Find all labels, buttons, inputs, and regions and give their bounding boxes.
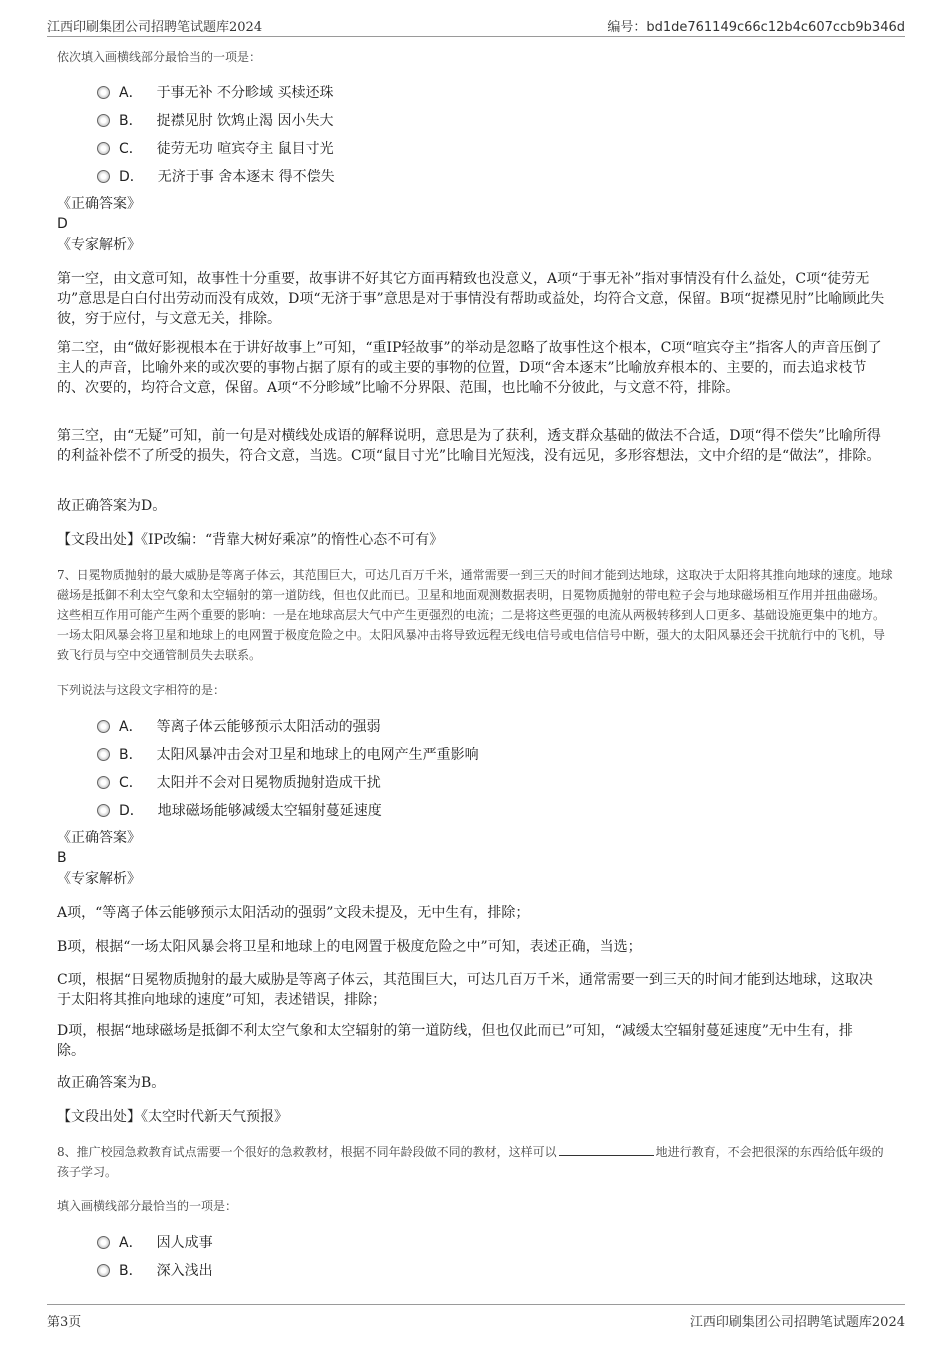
radio-icon[interactable]	[97, 1236, 110, 1249]
header-code	[607, 16, 905, 35]
radio-icon[interactable]	[97, 86, 110, 99]
option-text: 无济于事 舍本逐末 得不偿失	[157, 169, 335, 185]
option-letter: C．	[119, 775, 143, 791]
answer-blank	[559, 1143, 654, 1156]
q7-analysis-2: B项，根据“一场太阳风暴会将卫星和地球上的电网置于极度危险之中”可知，表述正确，当选；	[57, 939, 642, 955]
q7-passage: 7、日冕物质抛射的最大威胁是等离子体云，其范围巨大，可达几百万千米，通常需要一到三天的时间才能到达地球，这取决于太阳将其推向地球的速度。地球磁场是抵御不利太空气象和太空辐射的第一道防线，但也仅此而已。卫星和地面观测数据表明，日冕物质抛射的带电粒子会与地球磁场相互作用并扭曲磁场。这些相互作用可能产生两个重要的影响：一是在地球高层大气中产生更强烈的电流；二是将这些更强的电流从两极转移到人口更多、基础设施更集中的地方。一场太阳风暴会将卫星和地球上的电网置于极度危险之中。太阳风暴冲击将导致远程无线电信号或电信信号中断，强大的太阳风暴还会干扰航行中的飞机，导致飞行员与空中交通管制员失去联系。	[57, 568, 893, 662]
option-text: 捉襟见肘 饮鸩止渴 因小失大	[156, 113, 334, 129]
header-title: 江西印刷集团公司招聘笔试题库2024	[47, 20, 263, 35]
option-letter: B．	[119, 113, 143, 129]
option-text: 地球磁场能够减缓太空辐射蔓延速度	[157, 803, 382, 819]
option-letter: C．	[119, 141, 143, 157]
q8-option-a[interactable]	[97, 1232, 213, 1252]
q6-option-b[interactable]	[97, 110, 334, 130]
option-letter: D．	[119, 169, 144, 185]
q6-analysis-1: 第一空，由文意可知，故事性十分重要，故事讲不好其它方面再精致也没意义，A项“于事无补”指对事情没有什么益处，C项“徒劳无功”意思是白白付出劳动而没有成效，D项“无济于事”意思是对于事情没有帮助或益处，均符合文意，保留。B项“捉襟见肘”比喻顾此失彼，穷于应付，与文意无关，排除。	[57, 271, 885, 327]
option-letter: B．	[119, 747, 143, 763]
q7-option-b[interactable]	[97, 744, 479, 764]
q7-analysis-4: D项，根据“地球磁场是抵御不利太空气象和太空辐射的第一道防线，但也仅此而已”可知，“减缓太空辐射蔓延速度”无中生有，排除。	[57, 1023, 853, 1059]
radio-icon[interactable]	[97, 776, 110, 789]
option-letter: A．	[119, 85, 143, 101]
q6-analysis-3: 第三空，由“无疑”可知，前一句是对横线处成语的解释说明，意思是为了获利，透支群众基础的做法不合适，D项“得不偿失”比喻所得的利益补偿不了所受的损失，符合文意，当选。C项“鼠目寸光”比喻目光短浅，没有远见，多形容想法，文中介绍的是“做法”，排除。	[57, 428, 881, 464]
q6-option-a[interactable]	[97, 82, 333, 102]
q6-option-d[interactable]	[97, 166, 335, 186]
q6-answer: D	[57, 216, 68, 232]
q6-analysis-2: 第二空，由“做好影视根本在于讲好故事上”可知，“重IP轻故事”的举动是忽略了故事性这个根本，C项“喧宾夺主”指客人的声音压倒了主人的声音，比喻外来的或次要的事物占据了原有的或主要的事物的位置，D项“舍本逐末”比喻放弃根本的、主要的，而去追求枝节的、次要的，均符合文意，保留。A项“不分畛域”比喻不分界限、范围，也比喻不分彼此，与文意不符，排除。	[57, 340, 882, 396]
q8-passage-part-2: 地进行教育，不会把很深的东西给低年级的孩子学习。	[57, 1145, 884, 1179]
radio-icon[interactable]	[97, 720, 110, 733]
radio-icon[interactable]	[97, 1264, 110, 1277]
page-number: 第3页	[47, 1315, 82, 1330]
option-text: 徒劳无功 喧宾夺主 鼠目寸光	[156, 141, 334, 157]
q7-option-d[interactable]	[97, 800, 382, 820]
q6-analysis-label: 《专家解析》	[57, 237, 141, 253]
q7-option-a[interactable]	[97, 716, 381, 736]
q6-option-c[interactable]	[97, 138, 334, 158]
footer-title: 江西印刷集团公司招聘笔试题库2024	[689, 1315, 905, 1330]
option-text: 于事无补 不分畛域 买椟还珠	[156, 85, 334, 101]
q7-analysis-3: C项，根据“日冕物质抛射的最大威胁是等离子体云，其范围巨大，可达几百万千米，通常需要一到三天的时间才能到达地球，这取决于太阳将其推向地球的速度”可知，表述错误，排除；	[57, 972, 873, 1008]
option-letter: B．	[119, 1263, 143, 1279]
radio-icon[interactable]	[97, 114, 110, 127]
radio-icon[interactable]	[97, 170, 110, 183]
radio-icon[interactable]	[97, 748, 110, 761]
option-text: 等离子体云能够预示太阳活动的强弱	[156, 719, 381, 735]
option-text: 因人成事	[156, 1235, 213, 1251]
q7-answer: B	[57, 850, 67, 866]
option-letter: A．	[119, 1235, 143, 1251]
q6-analysis-4: 故正确答案为D。	[57, 498, 167, 514]
header-code-value: bd1de761149c66c12b4c607ccb9b346d	[646, 20, 905, 35]
option-text: 太阳风暴冲击会对卫星和地球上的电网产生严重影响	[156, 747, 479, 763]
q7-source: 【文段出处】《太空时代新天气预报》	[57, 1109, 288, 1125]
q8-passage-part-1: 8、推广校园急救教育试点需要一个很好的急救教材，根据不同年龄段做不同的教材，这样可以	[57, 1145, 557, 1159]
q7-prompt: 下列说法与这段文字相符的是：	[57, 683, 226, 697]
q6-source: 【文段出处】《IP改编：“背靠大树好乘凉”的惰性心态不可有》	[57, 532, 444, 548]
radio-icon[interactable]	[97, 804, 110, 817]
q7-analysis-1: A项，“等离子体云能够预示太阳活动的强弱”文段未提及，无中生有，排除；	[57, 905, 530, 921]
q6-prompt: 依次填入画横线部分最恰当的一项是：	[57, 50, 262, 64]
radio-icon[interactable]	[97, 142, 110, 155]
option-text: 深入浅出	[156, 1263, 213, 1279]
q7-analysis-label: 《专家解析》	[57, 871, 141, 887]
page-header	[47, 14, 905, 37]
option-text: 太阳并不会对日冕物质抛射造成干扰	[156, 775, 381, 791]
q7-option-c[interactable]	[97, 772, 381, 792]
q8-prompt: 填入画横线部分最恰当的一项是：	[57, 1199, 238, 1213]
q8-passage	[57, 1142, 893, 1182]
q6-answer-label: 《正确答案》	[57, 196, 141, 212]
q8-option-b[interactable]	[97, 1260, 213, 1280]
q7-answer-label: 《正确答案》	[57, 830, 141, 846]
page-footer	[47, 1304, 905, 1331]
header-code-label: 编号：	[607, 20, 647, 35]
option-letter: A．	[119, 719, 143, 735]
q7-analysis-5: 故正确答案为B。	[57, 1075, 166, 1091]
option-letter: D．	[119, 803, 144, 819]
